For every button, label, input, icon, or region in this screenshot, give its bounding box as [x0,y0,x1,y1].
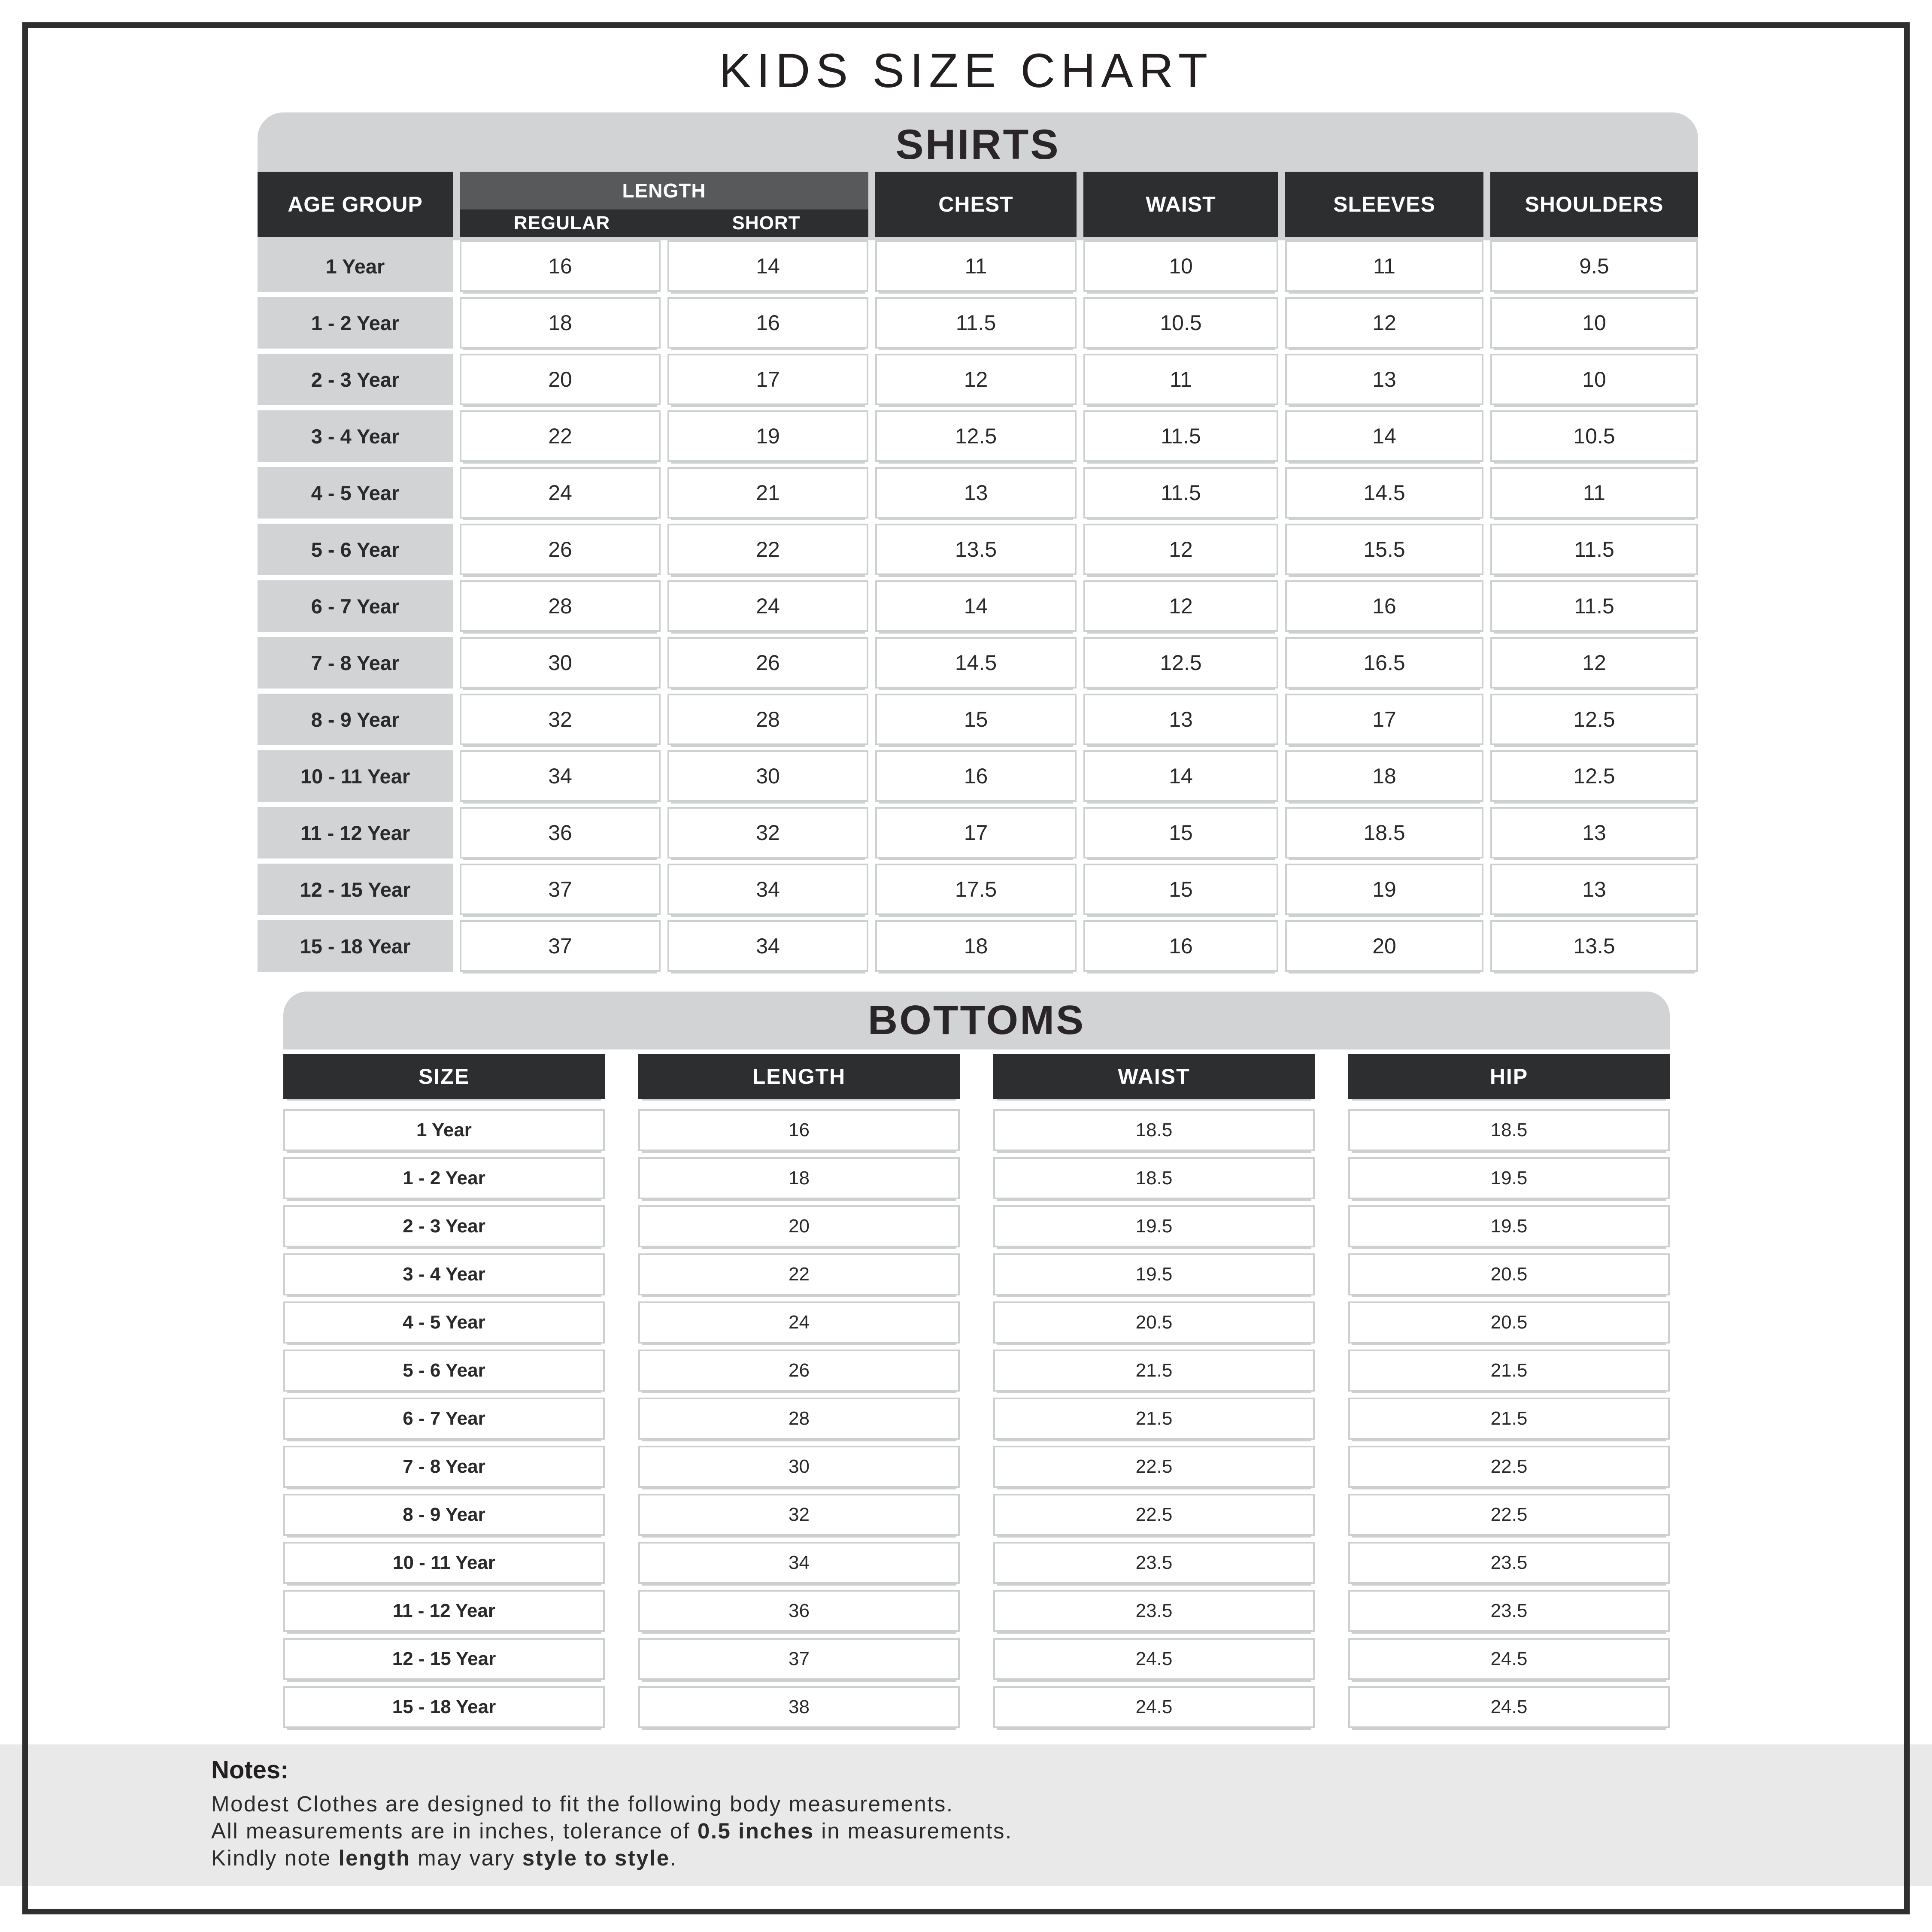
age-group-cell: 1 - 2 Year [258,297,453,349]
regular-length-cell: 24 [460,467,661,519]
sleeves-cell: 19 [1285,864,1483,915]
age-group-cell: 1 Year [258,240,453,292]
size-cell: 6 - 7 Year [283,1398,605,1440]
length-cell: 24 [638,1301,960,1344]
notes-line-2: All measurements are in inches, tolerance of 0.5 inches in measurements. [211,1819,1013,1843]
chest-cell: 12.5 [875,410,1077,462]
column-header-size: SIZE [283,1054,605,1099]
length-cell: 26 [638,1350,960,1392]
bottoms-header-row [283,1054,1670,1099]
chest-cell: 12 [875,354,1077,405]
short-length-cell: 32 [667,807,868,858]
sleeves-cell: 14 [1285,410,1483,462]
size-cell: 15 - 18 Year [283,1686,605,1728]
age-group-cell: 7 - 8 Year [258,637,453,688]
age-group-cell: 5 - 6 Year [258,524,453,575]
sleeves-cell: 18 [1285,750,1483,802]
regular-length-cell: 20 [460,354,661,405]
length-cell: 30 [638,1446,960,1488]
length-cell: 18 [638,1157,960,1199]
shoulders-cell: 11.5 [1490,524,1698,575]
waist-cell: 12.5 [1083,637,1278,688]
sleeves-cell: 15.5 [1285,524,1483,575]
shoulders-cell: 13 [1490,807,1698,858]
shoulders-cell: 10 [1490,297,1698,349]
bottoms-banner [283,992,1670,1049]
short-length-cell: 19 [667,410,868,462]
regular-length-cell: 37 [460,864,661,915]
shirts-table-body [258,240,1698,972]
waist-cell: 24.5 [993,1638,1315,1680]
waist-cell: 19.5 [993,1253,1315,1295]
chest-cell: 17.5 [875,864,1077,915]
waist-cell: 24.5 [993,1686,1315,1728]
size-cell: 10 - 11 Year [283,1542,605,1584]
waist-cell: 22.5 [993,1446,1315,1488]
size-cell: 3 - 4 Year [283,1253,605,1295]
hip-cell: 20.5 [1348,1253,1670,1295]
length-cell: 20 [638,1205,960,1247]
sleeves-cell: 18.5 [1285,807,1483,858]
size-cell: 4 - 5 Year [283,1301,605,1344]
age-group-cell: 3 - 4 Year [258,410,453,462]
notes-band [0,1744,1932,1886]
column-header-regular: REGULAR [513,212,610,234]
bottoms-section-title: BOTTOMS [867,997,1086,1043]
waist-cell: 18.5 [993,1157,1315,1199]
age-group-cell: 2 - 3 Year [258,354,453,405]
hip-cell: 22.5 [1348,1494,1670,1536]
waist-cell: 23.5 [993,1590,1315,1632]
short-length-cell: 24 [667,580,868,632]
regular-length-cell: 36 [460,807,661,858]
sleeves-cell: 12 [1285,297,1483,349]
waist-cell: 18.5 [993,1109,1315,1151]
size-cell: 8 - 9 Year [283,1494,605,1536]
waist-cell: 12 [1083,580,1278,632]
size-cell: 1 Year [283,1109,605,1151]
hip-cell: 20.5 [1348,1301,1670,1344]
shoulders-cell: 11.5 [1490,580,1698,632]
hip-cell: 19.5 [1348,1205,1670,1247]
chest-cell: 13.5 [875,524,1077,575]
hip-cell: 19.5 [1348,1157,1670,1199]
shoulders-cell: 12 [1490,637,1698,688]
waist-cell: 11 [1083,354,1278,405]
column-header-length: LENGTH [638,1054,960,1099]
shoulders-cell: 13.5 [1490,920,1698,972]
column-header-waist: WAIST [993,1054,1315,1099]
regular-length-cell: 18 [460,297,661,349]
length-cell: 22 [638,1253,960,1295]
regular-length-cell: 32 [460,694,661,745]
notes-line-3: Kindly note length may vary style to style. [211,1846,677,1870]
age-group-cell: 11 - 12 Year [258,807,453,858]
size-cell: 2 - 3 Year [283,1205,605,1247]
sleeves-cell: 16.5 [1285,637,1483,688]
shoulders-cell: 13 [1490,864,1698,915]
length-cell: 28 [638,1398,960,1440]
column-header-hip: HIP [1348,1054,1670,1099]
waist-cell: 19.5 [993,1205,1315,1247]
column-header-age-group: AGE GROUP [258,172,453,237]
length-cell: 34 [638,1542,960,1584]
short-length-cell: 16 [667,297,868,349]
shoulders-cell: 10.5 [1490,410,1698,462]
shoulders-cell: 11 [1490,467,1698,519]
shoulders-cell: 9.5 [1490,240,1698,292]
age-group-cell: 6 - 7 Year [258,580,453,632]
short-length-cell: 26 [667,637,868,688]
size-cell: 11 - 12 Year [283,1590,605,1632]
age-group-cell: 12 - 15 Year [258,864,453,915]
waist-cell: 13 [1083,694,1278,745]
column-header-chest: CHEST [875,172,1077,237]
chest-cell: 11.5 [875,297,1077,349]
shirts-header-row [258,172,1698,237]
short-length-cell: 22 [667,524,868,575]
chest-cell: 18 [875,920,1077,972]
sleeves-cell: 13 [1285,354,1483,405]
notes-line-1: Modest Clothes are designed to fit the following body measurements. [211,1792,954,1816]
notes-block [211,1756,1013,1871]
hip-cell: 23.5 [1348,1590,1670,1632]
size-cell: 12 - 15 Year [283,1638,605,1680]
length-cell: 38 [638,1686,960,1728]
age-group-cell: 15 - 18 Year [258,920,453,972]
sleeves-cell: 11 [1285,240,1483,292]
sleeves-cell: 20 [1285,920,1483,972]
waist-cell: 10.5 [1083,297,1278,349]
waist-cell: 12 [1083,524,1278,575]
chest-cell: 16 [875,750,1077,802]
size-cell: 7 - 8 Year [283,1446,605,1488]
sleeves-cell: 14.5 [1285,467,1483,519]
column-header-short: SHORT [732,212,801,234]
sleeves-cell: 16 [1285,580,1483,632]
length-cell: 32 [638,1494,960,1536]
size-cell: 1 - 2 Year [283,1157,605,1199]
short-length-cell: 34 [667,920,868,972]
chest-cell: 17 [875,807,1077,858]
chest-cell: 14.5 [875,637,1077,688]
regular-length-cell: 34 [460,750,661,802]
column-header-length-group [460,172,868,237]
hip-cell: 24.5 [1348,1638,1670,1680]
chest-cell: 11 [875,240,1077,292]
waist-cell: 21.5 [993,1350,1315,1392]
length-subheaders [460,209,868,237]
regular-length-cell: 30 [460,637,661,688]
waist-cell: 14 [1083,750,1278,802]
column-header-shoulders: SHOULDERS [1490,172,1698,237]
shoulders-cell: 10 [1490,354,1698,405]
regular-length-cell: 26 [460,524,661,575]
chest-cell: 15 [875,694,1077,745]
length-cell: 36 [638,1590,960,1632]
waist-cell: 11.5 [1083,410,1278,462]
column-header-sleeves: SLEEVES [1285,172,1483,237]
column-header-waist: WAIST [1083,172,1278,237]
short-length-cell: 14 [667,240,868,292]
waist-cell: 23.5 [993,1542,1315,1584]
short-length-cell: 17 [667,354,868,405]
short-length-cell: 34 [667,864,868,915]
sleeves-cell: 17 [1285,694,1483,745]
age-group-cell: 8 - 9 Year [258,694,453,745]
hip-cell: 24.5 [1348,1686,1670,1728]
chest-cell: 13 [875,467,1077,519]
column-header-length: LENGTH [460,172,868,209]
hip-cell: 23.5 [1348,1542,1670,1584]
page-title: KIDS SIZE CHART [719,44,1213,97]
shoulders-cell: 12.5 [1490,694,1698,745]
waist-cell: 21.5 [993,1398,1315,1440]
waist-cell: 20.5 [993,1301,1315,1344]
age-group-cell: 4 - 5 Year [258,467,453,519]
short-length-cell: 30 [667,750,868,802]
waist-cell: 22.5 [993,1494,1315,1536]
bottoms-table-body [283,1109,1670,1728]
length-cell: 37 [638,1638,960,1680]
shoulders-cell: 12.5 [1490,750,1698,802]
hip-cell: 21.5 [1348,1350,1670,1392]
waist-cell: 16 [1083,920,1278,972]
waist-cell: 15 [1083,864,1278,915]
waist-cell: 10 [1083,240,1278,292]
hip-cell: 18.5 [1348,1109,1670,1151]
regular-length-cell: 37 [460,920,661,972]
length-cell: 16 [638,1109,960,1151]
shirts-section-title: SHIRTS [895,121,1060,168]
age-group-cell: 10 - 11 Year [258,750,453,802]
chest-cell: 14 [875,580,1077,632]
short-length-cell: 28 [667,694,868,745]
hip-cell: 21.5 [1348,1398,1670,1440]
hip-cell: 22.5 [1348,1446,1670,1488]
notes-heading: Notes: [211,1756,289,1784]
regular-length-cell: 16 [460,240,661,292]
short-length-cell: 21 [667,467,868,519]
regular-length-cell: 22 [460,410,661,462]
size-cell: 5 - 6 Year [283,1350,605,1392]
waist-cell: 15 [1083,807,1278,858]
waist-cell: 11.5 [1083,467,1278,519]
regular-length-cell: 28 [460,580,661,632]
